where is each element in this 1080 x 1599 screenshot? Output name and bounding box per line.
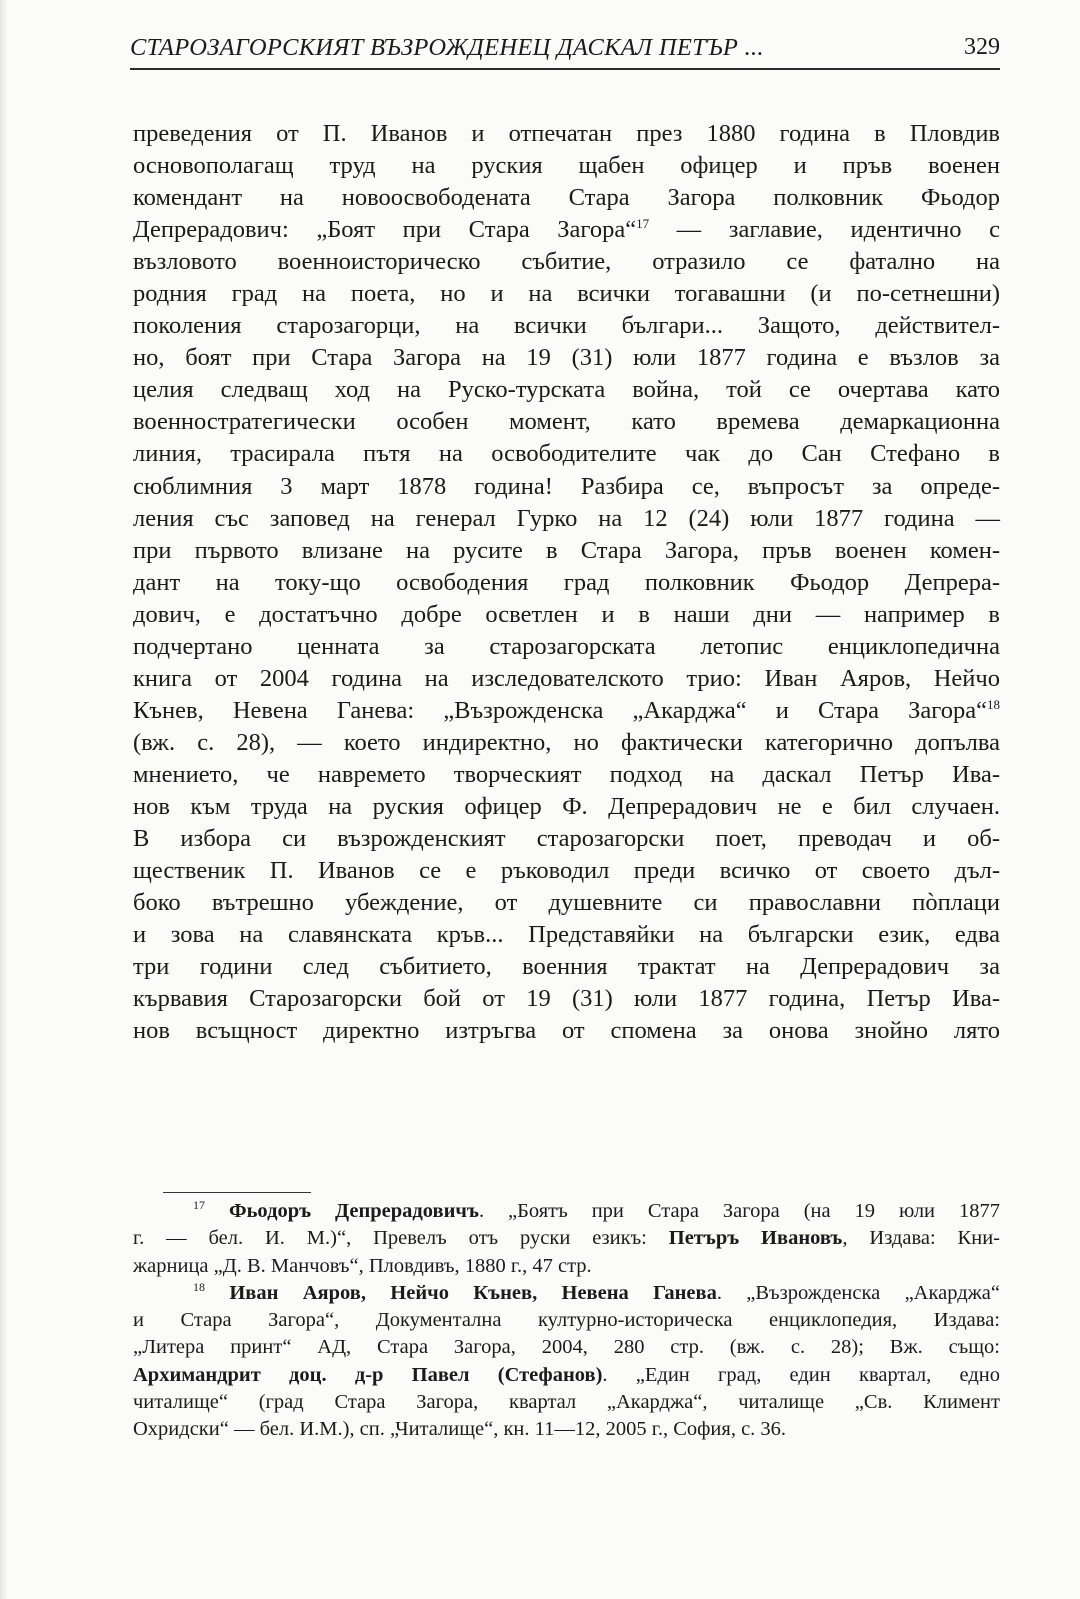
text-line: [133, 214, 1000, 246]
text-line: В избора си възрожденският старозагорски поет, преводач и об-: [133, 825, 1000, 853]
footnote-18-line: „Литера принт“ АД, Стара Загора, 2004, 280 стр. (вж. с. 28); Вж. също:: [133, 1336, 1000, 1359]
text-line: при първото влизане на русите в Стара Загора, пръв военен комен-: [133, 536, 1000, 564]
text-line: (вж. с. 28), — което индиректно, но фактически категорично допълва: [133, 728, 1000, 756]
text-line: боко вътрешно убеждение, от душевните си православни пòплаци: [133, 889, 1000, 917]
footnote-ref-18[interactable]: 18: [987, 696, 1000, 712]
footnote-18-line: Охридски“ — бел. И.М.), сп. „Читалище“, кн. 11—12, 2005 г., София, с. 36.: [133, 1418, 787, 1441]
footnote-18-line: читалище“ (град Стара Загора, квартал „Акарджа“, читалище „Св. Климент: [133, 1391, 1000, 1414]
footnote-17-number: 17: [193, 1198, 205, 1213]
footnote-18-authors: Иван Аяров, Нейчо Кънев, Невена Ганева: [229, 1281, 717, 1304]
running-title: СТАРОЗАГОРСКИЯТ ВЪЗРОЖДЕНЕЦ ДАСКАЛ ПЕТЪР ...: [130, 34, 764, 61]
text-line: родния град на поета, но и на всички тогавашни (и по-сетнешни): [133, 280, 1000, 308]
text-line: нов към труда на руския офицер Ф. Депрерадович не е бил случаен.: [133, 792, 1000, 820]
footnote-18-line: [133, 1362, 1000, 1389]
text-line: три години след събитието, военния трактат на Депрерадович за: [133, 953, 1000, 981]
footnote-18-author-2: Архимандрит доц. д-р Павел (Стефанов): [133, 1363, 603, 1386]
text-line: преведения от П. Иванов и отпечатан през 1880 година в Пловдив: [133, 120, 1000, 147]
text-line: военностратегически особен момент, като времева демаркационна: [133, 408, 1000, 436]
footnote-ref-17[interactable]: 17: [636, 215, 650, 231]
text-line: [133, 695, 1000, 727]
text-line: нов всъщност директно изтръгва от спомена за онова знойно лято: [133, 1017, 1000, 1045]
text-line: кървавия Старозагорски бой от 19 (31) юли 1877 година, Петър Ива-: [133, 985, 1000, 1013]
text-segment: . „Възрожденска „Акарджа“: [716, 1281, 1000, 1304]
text-line: комендант на новоосвободената Стара Загора полковник Фьодор: [133, 184, 1000, 212]
running-header: [130, 34, 1000, 70]
footnote-17-line: жарница „Д. В. Манчовъ“, Пловдивъ, 1880 г., 47 стр.: [133, 1254, 592, 1277]
text-segment: . „Боятъ при Стара Загора (на 19 юли 1877: [478, 1200, 1000, 1222]
text-line: и зова на славянската кръв... Представяйки на български език, едва: [133, 921, 1000, 949]
text-segment: Кънев, Невена Ганева: „Възрожденска „Акарджа“ и Стара Загора“: [133, 696, 987, 724]
text-segment: , Издава: Кни-: [842, 1227, 1000, 1250]
text-line: основополагащ труд на руския щабен офицер и пръв военен: [133, 152, 1000, 180]
footnote-separator: [163, 1192, 311, 1193]
text-segment: г. — бел. И. М.)“, Превелъ отъ руски езикъ:: [133, 1227, 669, 1250]
page-number: 329: [964, 34, 1000, 60]
footnote-17-line: [133, 1225, 1000, 1252]
scan-edge-shadow: [0, 0, 8, 1599]
footnote-17-author: Фьодоръ Депрерадовичъ: [228, 1200, 479, 1222]
text-line: възловото военноисторическо събитие, отразило се фатално на: [133, 248, 1000, 276]
footnote-18-line: и Стара Загора“, Документална културно-историческа енциклопедия, Издава:: [133, 1309, 1000, 1332]
text-segment: . „Един град, един квартал, едно: [602, 1363, 1000, 1386]
text-segment: — заглавие, идентично с: [649, 216, 1000, 244]
footnotes: [133, 1198, 1000, 1444]
text-line: поколения старозагорци, на всички българи... Защото, действител-: [133, 312, 1000, 340]
text-line: линия, трасирала пътя на освободителите чак до Сан Стефано в: [133, 440, 1000, 468]
footnote-17-translator: Петъръ Ивановъ: [668, 1227, 843, 1250]
text-line: дант на току-що освободения град полковник Фьодор Депрера-: [133, 568, 1000, 596]
text-line: сюблимния 3 март 1878 година! Разбира се, въпросът за опреде-: [133, 472, 1000, 500]
text-line: щественик П. Иванов се е ръководил преди всичко от своето дъл-: [133, 857, 1000, 885]
footnote-18-number: 18: [193, 1280, 205, 1295]
footnote-17-line: [133, 1198, 1000, 1225]
text-line: книга от 2004 година на изследователското трио: Иван Аяров, Нейчо: [133, 664, 1000, 692]
text-line: дович, е достатъчно добре осветлен и в наши дни — например в: [133, 600, 1000, 628]
text-segment: Депрерадович: „Боят при Стара Загора“: [133, 216, 637, 244]
text-line: целия следващ ход на Руско-турската война, той се очертава като: [133, 376, 1000, 404]
footnote-18-line: [133, 1280, 1000, 1307]
text-line: мнението, че навремето творческият подход на даскал Петър Ива-: [133, 760, 1000, 788]
text-line: подчертано ценната за старозагорската летопис енциклопедична: [133, 632, 1000, 660]
main-text: [133, 118, 1000, 1047]
text-line: но, боят при Стара Загора на 19 (31) юли 1877 година е възлов за: [133, 344, 1000, 372]
text-line: ления със заповед на генерал Гурко на 12 (24) юли 1877 година —: [133, 504, 1000, 532]
